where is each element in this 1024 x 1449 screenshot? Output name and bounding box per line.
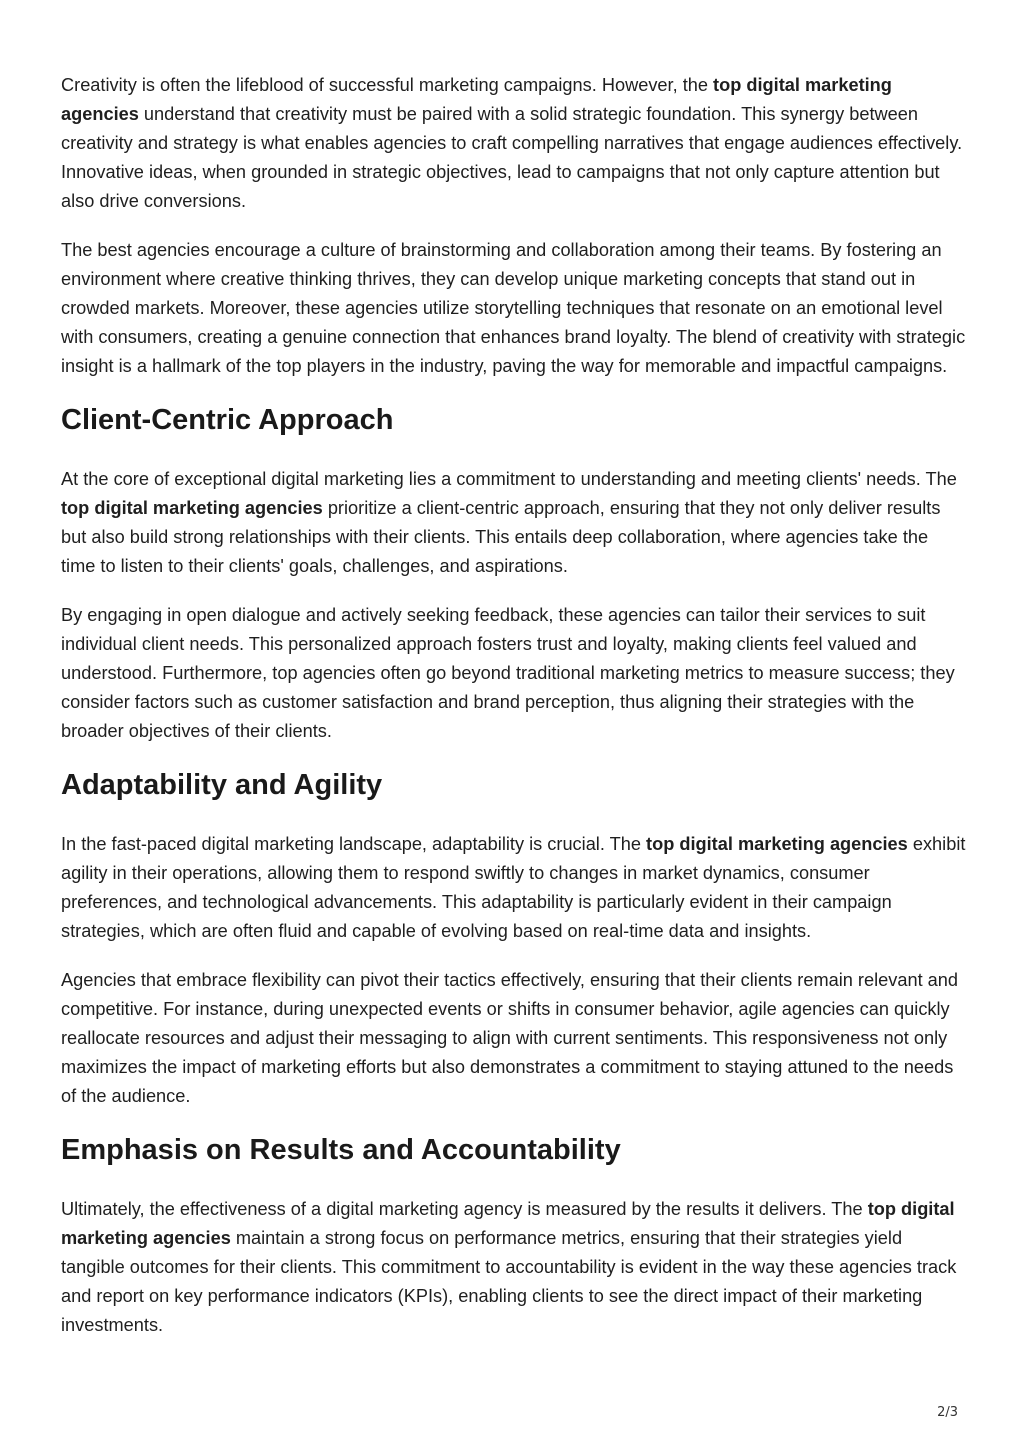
- paragraph: [61, 966, 966, 1111]
- text-run: In the fast-paced digital marketing landscape, adaptability is crucial. The: [61, 834, 647, 854]
- text-run: maintain a strong focus on performance metrics, ensuring that their strategies yield tangible outcomes for their clients. This commitment to accountability is evident in the way these agencies track and report on key performance indicators (KPIs), enabling clients to see the direct impact of their marketing investments.: [61, 1228, 957, 1335]
- text-run: understand that creativity must be paired with a solid strategic foundation. This synergy between creativity and strategy is what enables agencies to craft compelling narratives that engage audiences effectively. Innovative ideas, when grounded in strategic objectives, lead to campaigns that not only capture attention but also drive conversions.: [61, 104, 963, 211]
- paragraph: [61, 601, 966, 746]
- text-run: Agencies that embrace flexibility can pivot their tactics effectively, ensuring that their clients remain relevant and competitive. For instance, during unexpected events or shifts in consumer behavior, agile agencies can quickly reallocate resources and adjust their messaging to align with current sentiments. This responsiveness not only maximizes the impact of marketing efforts but also demonstrates a commitment to staying attuned to the needs of the audience.: [61, 970, 959, 1106]
- document-body: [61, 71, 966, 1360]
- paragraph: [61, 830, 966, 946]
- text-run: prioritize a client-centric approach, ensuring that they not only deliver results but also build strong relationships with their clients. This entails deep collaboration, where agencies take the time to listen to their clients' goals, challenges, and aspirations.: [61, 498, 941, 576]
- section-heading: Client-Centric Approach: [61, 404, 394, 436]
- bold-phrase: top digital marketing agencies: [646, 834, 908, 854]
- section-heading: Adaptability and Agility: [61, 769, 383, 801]
- text-run: At the core of exceptional digital marketing lies a commitment to understanding and meeting clients' needs. The: [61, 469, 957, 489]
- bold-phrase: top digital marketing agencies: [61, 498, 323, 518]
- page-number: 2/3: [937, 1405, 958, 1420]
- text-run: The best agencies encourage a culture of brainstorming and collaboration among their teams. By fostering an environment where creative thinking thrives, they can develop unique marketing concepts that stand out in crowded markets. Moreover, these agencies utilize storytelling techniques that resonate on an emotional level with consumers, creating a genuine connection that enhances brand loyalty. The blend of creativity with strategic insight is a hallmark of the top players in the industry, paving the way for memorable and impactful campaigns.: [61, 240, 966, 376]
- bold-phrase: top digital marketing agencies: [61, 1199, 955, 1248]
- paragraph: [61, 236, 966, 381]
- text-run: Ultimately, the effectiveness of a digital marketing agency is measured by the results it delivers. The: [61, 1199, 868, 1219]
- bold-phrase: top digital marketing agencies: [61, 75, 892, 124]
- paragraph: [61, 1195, 966, 1340]
- section-heading: Emphasis on Results and Accountability: [61, 1134, 621, 1166]
- paragraph: [61, 465, 966, 581]
- text-run: Creativity is often the lifeblood of successful marketing campaigns. However, the: [61, 75, 714, 95]
- paragraph: [61, 71, 966, 216]
- text-run: exhibit agility in their operations, allowing them to respond swiftly to changes in market dynamics, consumer preferences, and technological advancements. This adaptability is particularly evident in their campaign strategies, which are often fluid and capable of evolving based on real-time data and insights.: [61, 834, 966, 941]
- text-run: By engaging in open dialogue and actively seeking feedback, these agencies can tailor their services to suit individual client needs. This personalized approach fosters trust and loyalty, making clients feel valued and understood. Furthermore, top agencies often go beyond traditional marketing metrics to measure success; they consider factors such as customer satisfaction and brand perception, thus aligning their strategies with the broader objectives of their clients.: [61, 605, 955, 741]
